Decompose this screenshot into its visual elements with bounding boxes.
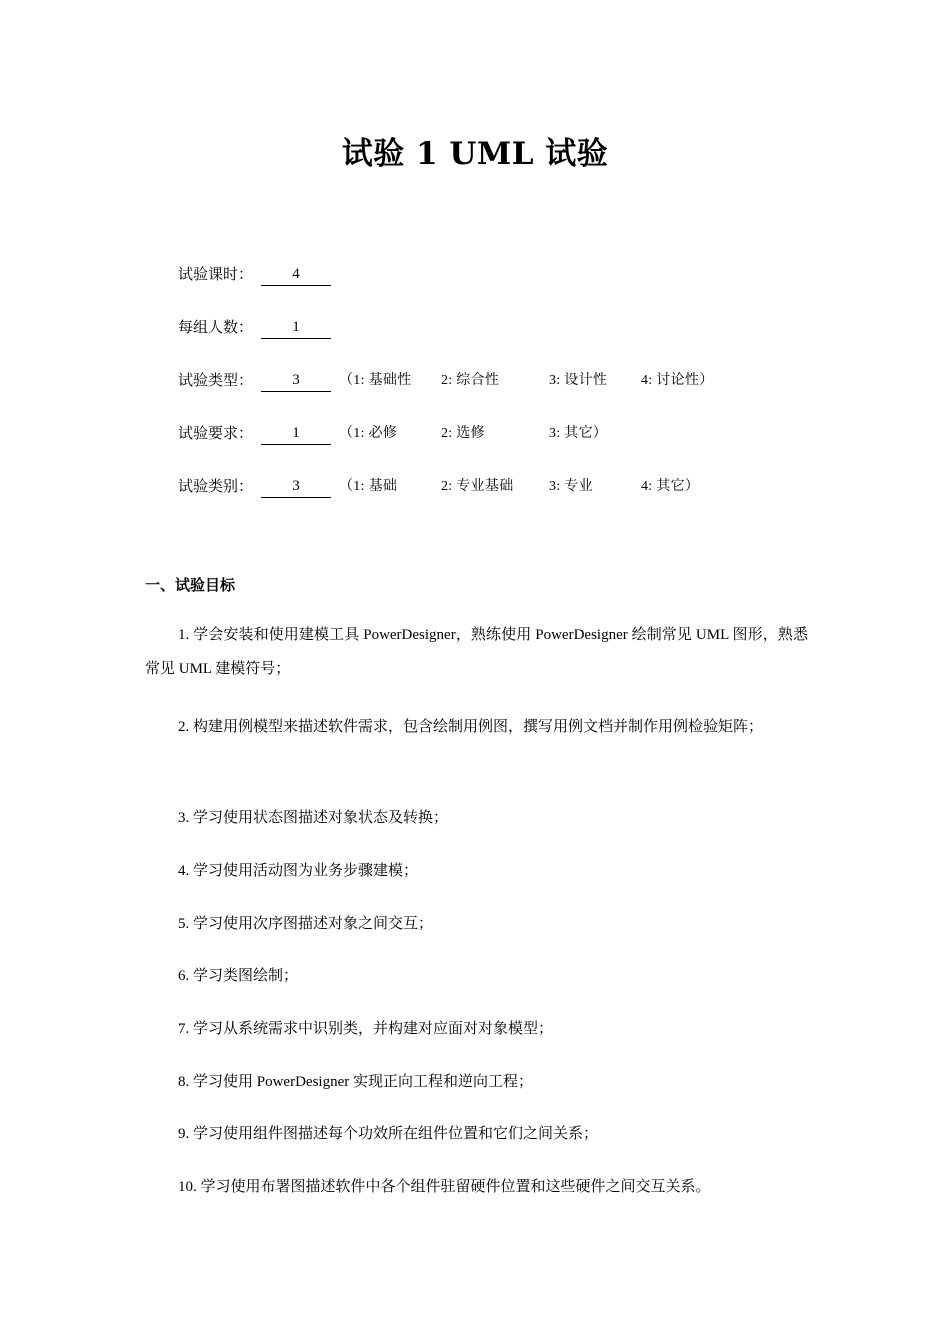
objective-item: 6. 学习类图绘制； bbox=[178, 968, 299, 984]
meta-option: （1: 基础性 bbox=[339, 373, 412, 388]
meta-option: 2: 专业基础 bbox=[441, 479, 514, 494]
meta-option: 3: 专业 bbox=[549, 479, 593, 494]
meta-row-hours bbox=[178, 263, 331, 287]
objective-item: 1. 学会安装和使用建模工具 PowerDesigner，熟练使用 PowerDesigner 绘制常见 UML 图形，熟悉常见 UML 建模符号； bbox=[145, 627, 808, 677]
meta-label: 试验类别： bbox=[178, 479, 254, 495]
objective-item: 10. 学习使用布署图描述软件中各个组件驻留硬件位置和这些硬件之间交互关系。 bbox=[178, 1179, 711, 1195]
meta-option: 2: 选修 bbox=[441, 426, 485, 441]
document-title: 试验 1 UML 试验 bbox=[341, 136, 609, 172]
meta-value: 4 bbox=[261, 263, 331, 286]
meta-option: 3: 设计性 bbox=[549, 373, 608, 388]
meta-label: 每组人数： bbox=[178, 320, 254, 336]
objective-item: 9. 学习使用组件图描述每个功效所在组件位置和它们之间关系； bbox=[178, 1126, 599, 1142]
meta-option: 2: 综合性 bbox=[441, 373, 500, 388]
meta-option: （1: 基础 bbox=[339, 479, 398, 494]
meta-row-category bbox=[178, 475, 699, 499]
objective-item: 7. 学习从系统需求中识别类，并构建对应面对对象模型； bbox=[178, 1021, 554, 1037]
meta-options bbox=[339, 475, 699, 499]
meta-value: 1 bbox=[261, 316, 331, 339]
objective-item: 4. 学习使用活动图为业务步骤建模； bbox=[178, 863, 419, 879]
meta-row-group-size bbox=[178, 316, 331, 340]
objective-item: 8. 学习使用 PowerDesigner 实现正向工程和逆向工程； bbox=[178, 1074, 533, 1090]
meta-options bbox=[339, 422, 607, 446]
meta-value: 3 bbox=[261, 369, 331, 392]
meta-value: 1 bbox=[261, 422, 331, 445]
meta-option: 4: 其它） bbox=[641, 479, 700, 494]
objective-item: 2. 构建用例模型来描述软件需求，包含绘制用例图，撰写用例文档并制作用例检验矩阵； bbox=[178, 719, 764, 735]
meta-option: 4: 讨论性） bbox=[641, 373, 714, 388]
meta-option: （1: 必修 bbox=[339, 426, 398, 441]
objective-item: 3. 学习使用状态图描述对象状态及转换； bbox=[178, 810, 449, 826]
meta-label: 试验类型： bbox=[178, 373, 254, 389]
section-heading: 一、试验目标 bbox=[145, 576, 236, 594]
objective-item: 5. 学习使用次序图描述对象之间交互； bbox=[178, 916, 434, 932]
meta-row-type bbox=[178, 369, 714, 393]
meta-options bbox=[339, 369, 714, 393]
meta-label: 试验要求： bbox=[178, 426, 254, 442]
meta-option: 3: 其它） bbox=[549, 426, 608, 441]
meta-label: 试验课时： bbox=[178, 267, 254, 283]
meta-value: 3 bbox=[261, 475, 331, 498]
meta-row-requirement bbox=[178, 422, 607, 446]
